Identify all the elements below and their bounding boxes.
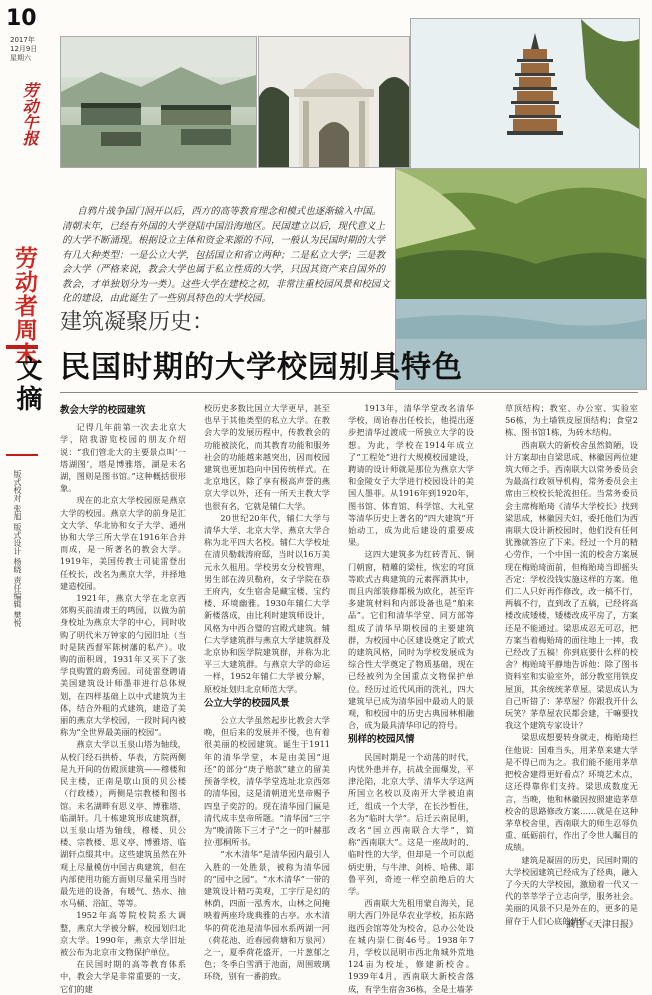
paragraph: “水木清华”是清华园内最引人入胜的一处胜景，被称为清华园的“园中之园”。“水木清华”一带的建筑设计精巧美观，工字厅是幻的林荫，四面一泓秀水，山林之间掩映着两座玲珑典雅的古亭。水木清华的荷花池是清华园水系两湖一河（荷花池、近春园荷塘和万泉河）之一，夏季荷花盛开，一片葱郁之色；冬季白雪洒于池面，周围玻璃环绕，别有一番韵致。 [204, 849, 330, 982]
paragraph: 20世纪20年代，辅仁大学与清华大学、北京大学、燕京大学合称为北平四大名校。辅仁大学校址在清贝勒载涛府邸，当时以16万美元永久租用。学校男女分校管理，男生部在涛贝勒府，女子学院在恭王府内，女生宿舍是藏宝楼、宝约楼、环境幽雅。1930年辅仁大学新楼落成，由比利时建筑师设计，风格为中西合璧的宫殿式建筑。辅仁大学建筑群与燕京大学建筑群及北京协和医学院建筑群，并称为北平三大建筑群。与燕京大学的命运一样，1952年辅仁大学被分解，原校址划归北京师范大学。 [204, 512, 330, 694]
section-heading: 教会大学的校园建筑 [60, 405, 146, 416]
photo-old-campus [60, 36, 257, 168]
column-3 [348, 402, 474, 994]
source-credit: 摘自《天津日报》 [565, 920, 638, 930]
section-heading: 公立大学的校园风景 [204, 697, 290, 709]
article-subtitle: 建筑凝聚历史： [60, 310, 215, 335]
paragraph: 校历史多数比国立大学更早，甚至也早于其他类型的私立大学。在教会大学的发展历程中，传教教会的功能被淡化，而其教育功能和服务社会的功能越来越突出，因而校园建筑也更加趋向中国传统样式。在北京地区，除了享有极高声誉的燕京大学以外，还有一所天主教大学也很有名，它就是辅仁大学。 [204, 403, 330, 511]
column-2 [204, 402, 330, 982]
section-title-black: 文摘 [12, 355, 42, 415]
paragraph: 建筑是凝固的历史，民国时期的大学校园建筑已经成为了经典，融入了今天的大学校园，激励着一代又一代的莘莘学子立志向学，服务社会。美丽的风景不只是外在的，更多的是留存于人们心底的情怀。 [505, 854, 638, 926]
paragraph: 现在的北京大学校园原是燕京大学的校园。燕京大学的前身是汇文大学、华北协和女子大学、通州协和大学三所大学在1916年合并而成，是一所著名的教会大学。1919年，美国传教士司徒雷登出任校长，改名为燕京大学，并择地建造校园。 [60, 495, 186, 591]
newspaper-logo: 劳动午报 [20, 82, 39, 146]
paragraph: 在民国时期的高等教育体系中，教会大学是非常重要的一支，它们的建 [60, 959, 186, 994]
paragraph: 这四大建筑多为红砖青瓦、铜门朝窗，精雕的梁柱，恢宏的穹顶等欧式古典建筑的元素挥洒其中，而且内部装修都极为欧化，甚至许多建筑材料和内部设备也是“舶来品”。它们和清华学堂、同方部等组成了清华早期校园的主要建筑群，为校园中心区建设奠定了欧式的建筑风格，同时为学校发展成为综合性大学奠定了物质基础，现在已经被列为全国重点文物保护单位。经历过近代风雨的洗礼，四大建筑早已成为清华园中最动人的景观，和校园中的历史古典园林相融合，成为最具清华印记的符号。 [348, 549, 474, 731]
date-year: 2017年 [10, 36, 35, 44]
paragraph: 公立大学虽然起步比教会大学晚，但后来的发展并不慢，也有着很美丽的校园建筑。诞生于1911年的清华学堂，本是由美国“退还”的部分“庚子赔款”建立的留美预备学校，清华学堂选址北京西郊的清华园，这是清朝道光皇帝赐予四皇子奕詝的。现在清华园门匾是清代成丰皇帝所题。“清华园”三字为“晚清陈下三才子”之一的叶赫那拉·那桐所书。 [204, 715, 330, 848]
paragraph: 西南联大先租用蒙自海关，昆明大西门外昆华农业学校，拓东路迤西会馆等处为校舍，总办公处设在城内崇仁街46号。1938年7月，学校以昆明市西北角城外荒地124亩为校址，修建新校舍。1939年4月，西南联大新校舍落成，有学生宿舍36栋，全是土墙茅 [348, 898, 474, 994]
paragraph: 燕京大学以玉泉山塔为轴线，从校门经石拱桥、华表，方院两侧是九开间的仿殿顶建筑——穆楼和民主楼，正南是歇山顶的贝公楼（行政楼），两侧是宗教楼和图书馆。未名湖畔有思义亭、博雅塔、临湖轩。几十栋建筑形成建筑群，以玉泉山塔为轴线，穆楼、贝公楼、宗教楼、思义亭、博雅塔、临湖轩点缀其中。这些建筑虽然在外观上尽量模仿中国古典建筑，但在内部使用功能方面则尽量采用当时最先进的设备，有暖气、热水、抽水马桶、浴缸、等等。 [60, 739, 186, 909]
date-month-day: 12月9日 [10, 45, 38, 53]
divider [60, 392, 638, 393]
article-intro: 自鸦片战争国门洞开以后，西方的高等教育理念和模式也逐渐输入中国。清朝末年，已经有外国的大学登陆中国沿海地区。民国建立以后，现代意义上的大学不断涌现。根据设立主体和资金来源的不同，一般认为民国时期的大学有几大种类型：一是公立大学，包括国立和省立两种；二是私立大学；三是教会大学（严格来说，教会大学也属于私立性质的大学，只因其资产来自国外的教会，才单独划分为一类）。这些大学在建校之初，非常注重校园风景和校园文化的建设，由此诞生了一些别具特色的大学校园。 [62, 206, 390, 304]
sidebar [0, 0, 50, 936]
paragraph: 草顶结构；教室、办公室、实验室56栋，为土墙铁皮屋顶结构；食堂2栋、图书馆1栋，为砖木结构。 [505, 403, 638, 438]
paragraph: 西南联大的新校舍虽然简陋，设计方案却由自梁思成、林徽因两位建筑大师之手。西南联大以常务委员会为最高行政领导机构，常务委员会主席由三校校长轮流担任。当常务委员会主席梅贻琦《清华大学校长》找到梁思成，林徽因夫妇，委托他们为西南联大设计新校园时，他们没有任何犹豫就答应了下来。经过一个月的精心劳作，一个中国一流的校舍方案展现在梅贻琦面前，但梅贻琦当即摇头否定：学校没钱实施这样的方案。他们二人只好再作修改，改一稿不行，两稿不行，直到改了五稿，已经将高楼改成矮楼，矮楼改成平房了，方案还是不能通过。梁思成忍无可忍，把方案当着梅贻琦的面往地上一摔，我已经改了五稿！你到底要什么样的校舍？梅贻琦平静地告诉他：除了图书资料室和实验室外，部分教室用铁皮屋顶，其余统统茅草屋。梁思成认为自己听错了：茅草屋？你跟我开什么玩笑？茅草屋农民都会建，干嘛要找我这个建筑专家设计？ [505, 439, 638, 731]
paragraph: 记得几年前第一次去北京大学，陪我游览校园的朋友介绍说：“我们管北大的主要景点叫‘一塔湖图’，塔是博雅塔，湖是未名湖，图则是图书馆。”这种概括很形象。 [60, 422, 186, 494]
paragraph: 1952年高等院校院系大调整，燕京大学被分解，校园划归北京大学。1990年，燕京大学旧址被公布为北京市文物保护单位。 [60, 910, 186, 957]
paragraph: 1913年，清华学堂改名清华学校，周诒春出任校长，他提出逐步把清华过渡成一所独立大学的设想。为此，学校在1914年成立了“工程处”进行大规模校园建设，聘请的设计师就是那位为燕京大学和金陵女子大学进行校园设计的美国人墨菲。从1916年到1920年，图书馆、体育馆、科学馆、大礼堂等清华历史上著名的“四大建筑”开始动工，成为此后建设的重要成果。 [348, 403, 474, 548]
paragraph: 民国时期是一个动荡的时代，内忧外患并存，抗战全面爆发，平津沦陷，北京大学、清华大学这两所国立名校以及南开大学被迫南迁，组成一个大学，在长沙暂住，名为“临时大学”。后迁云南昆明，改名“国立西南联合大学”，简称“西南联大”。这是一座战时的、临时性的大学，但却是一个可以彪炳史册，与牛津、剑桥、哈佛、耶鲁平列，奇迹一样空前绝后的大学。 [348, 751, 474, 896]
page-number: 10 [6, 6, 37, 31]
weekday: 星期六 [10, 54, 31, 62]
paragraph: 梁思成想要转身就走，梅贻琦拦住他说：国难当头，用茅草来建大学是不得已而为之。我们能不能用茅草把校舍建得更好看点？环境艺术点，这还得靠你们支持。梁思成数度无言，当晚，他和林徽因按照建造茅草校舍的思路修改方案……就是在这种茅草校舍里，西南联大的师生忍辱负重、砥砺前行，作出了令世人瞩目的成绩。 [505, 732, 638, 853]
photo-gate [258, 36, 410, 168]
section-heading: 别样的校园风情 [348, 734, 415, 746]
column-1 [60, 402, 186, 994]
section-title-red: 劳动者周末 [11, 246, 37, 366]
editor-credits: 版式校对 张旭 版式设计 杨晓 责任编辑 樊悦 [13, 470, 22, 627]
article-title: 民国时期的大学校园别具特色 [60, 350, 463, 385]
paragraph: 1921年，燕京大学在北京西郊购买前清肃王的鸣园，以做为前身校址为燕京大学的中心，同时收购了明代米万钟家的勺园旧址（当时是陕西督军陈树藩的私产）。收购的面积周，1931年又买下了张学良购置的蔚秀园。司徒雷登聘请美国建筑设计师墨菲进行总体规划，在四样基础上以中式建筑为主体，结合外粗的式建筑，建造了美丽的燕京大学校园，一段时间内被称为“全世界最美丽的校园”。 [60, 593, 186, 738]
